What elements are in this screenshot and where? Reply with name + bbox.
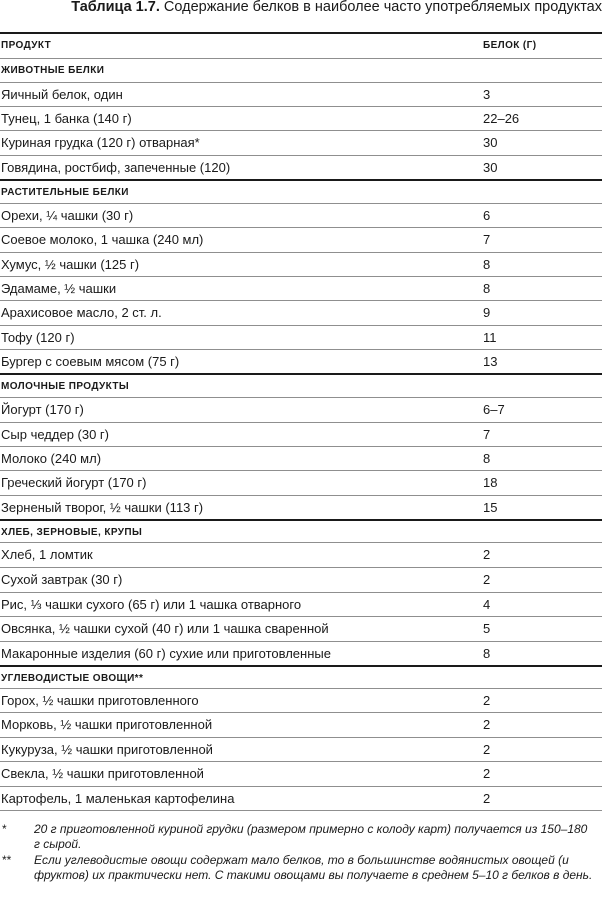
section-header-dairy [0,373,602,399]
table-title-number: Таблица 1.7. [71,0,160,15]
header-product: ПРОДУКТ [1,40,52,51]
table-row [0,761,602,786]
product-name: Сухой завтрак (30 г) [1,572,123,587]
protein-value: 22–26 [483,111,520,126]
product-name: Свекла, ½ чашки приготовленной [1,766,204,781]
table-row [0,641,602,666]
product-name: Эдамаме, ½ чашки [1,281,117,296]
protein-value: 2 [483,547,491,562]
table-bottom-rule [0,810,602,811]
protein-value: 30 [483,160,498,175]
product-name: Арахисовое масло, 2 ст. л. [1,305,162,320]
header-protein: БЕЛОК (Г) [483,40,537,51]
product-name: Йогурт (170 г) [1,402,84,417]
product-name: Картофель, 1 маленькая картофелина [1,791,235,806]
table-row [0,470,602,495]
protein-value: 8 [483,281,491,296]
protein-value: 18 [483,475,498,490]
section-header-plant [0,179,602,205]
section-title: УГЛЕВОДИСТЫЕ ОВОЩИ** [1,673,144,684]
protein-value: 5 [483,621,491,636]
section-title: ЖИВОТНЫЕ БЕЛКИ [1,65,105,76]
product-name: Макаронные изделия (60 г) сухие или приготовленные [1,646,331,661]
table-row [0,446,602,471]
protein-value: 6–7 [483,402,505,417]
protein-value: 11 [483,330,497,345]
footnote-mark: ** [2,853,12,867]
table-row [0,616,602,641]
product-name: Соевое молоко, 1 чашка (240 мл) [1,232,204,247]
section-header-animal [0,58,602,83]
protein-value: 30 [483,135,498,150]
protein-value: 2 [483,717,491,732]
protein-value: 2 [483,791,491,806]
table-title-text: Содержание белков в наиболее часто употребляемых продуктах [159,0,602,15]
product-name: Сыр чеддер (30 г) [1,427,110,442]
protein-value: 8 [483,646,491,661]
protein-value: 6 [483,208,491,223]
protein-value: 13 [483,354,498,369]
table-row [0,276,602,301]
table-row [0,203,602,228]
protein-value: 7 [483,427,491,442]
protein-value: 8 [483,451,491,466]
table-row [0,130,602,155]
protein-value: 7 [483,232,491,247]
table-row [0,300,602,325]
table-row [0,712,602,737]
product-name: Куриная грудка (120 г) отварная* [1,135,200,150]
product-name: Зерненый творог, ½ чашки (113 г) [1,500,204,515]
protein-value: 2 [483,572,491,587]
table-row [0,495,602,520]
section-title: ХЛЕБ, ЗЕРНОВЫЕ, КРУПЫ [1,527,143,538]
product-name: Орехи, ¼ чашки (30 г) [1,208,134,223]
protein-value: 9 [483,305,491,320]
product-name: Хумус, ½ чашки (125 г) [1,257,140,272]
table-row [0,422,602,447]
protein-value: 4 [483,597,491,612]
product-name: Яичный белок, один [1,87,123,102]
table-row [0,786,602,811]
table-title [0,0,602,16]
protein-value: 2 [483,693,491,708]
footnote-mark: * [2,822,7,836]
product-name: Тофу (120 г) [1,330,75,345]
product-name: Кукуруза, ½ чашки приготовленной [1,742,213,757]
product-name: Греческий йогурт (170 г) [1,475,147,490]
footnote-text: Если углеводистые овощи содержат мало белков, то в большинстве водянистых овощей (и фруктов) их практически нет. С такими овощами вы получаете в среднем 5–10 г белков в день. [34,853,593,882]
table-row [0,155,602,180]
footnote-text: 20 г приготовленной куриной грудки (размером примерно с колоду карт) получается из 150–180 г сырой. [34,822,588,851]
table-row [0,106,602,131]
table-row [0,82,602,107]
protein-value: 8 [483,257,491,272]
section-title: РАСТИТЕЛЬНЫЕ БЕЛКИ [1,187,129,198]
product-name: Бургер с соевым мясом (75 г) [1,354,180,369]
product-name: Горох, ½ чашки приготовленного [1,693,199,708]
table-row [0,227,602,252]
table-row [0,542,602,567]
table-row [0,252,602,277]
section-title: МОЛОЧНЫЕ ПРОДУКТЫ [1,381,130,392]
product-name: Хлеб, 1 ломтик [1,547,93,562]
product-name: Говядина, ростбиф, запеченные (120) [1,160,231,175]
protein-value: 3 [483,87,491,102]
product-name: Морковь, ½ чашки приготовленной [1,717,213,732]
table-row [0,325,602,350]
protein-value: 2 [483,742,491,757]
table-row [0,397,602,422]
table-row [0,592,602,617]
product-name: Рис, ⅓ чашки сухого (65 г) или 1 чашка отварного [1,597,302,612]
protein-value: 15 [483,500,498,515]
product-name: Овсянка, ½ чашки сухой (40 г) или 1 чашка сваренной [1,621,329,636]
product-name: Молоко (240 мл) [1,451,102,466]
protein-value: 2 [483,766,491,781]
table-row [0,567,602,592]
product-name: Тунец, 1 банка (140 г) [1,111,132,126]
table-header-row [0,32,602,58]
table-row [0,688,602,713]
table-row [0,349,602,374]
table-row [0,737,602,762]
